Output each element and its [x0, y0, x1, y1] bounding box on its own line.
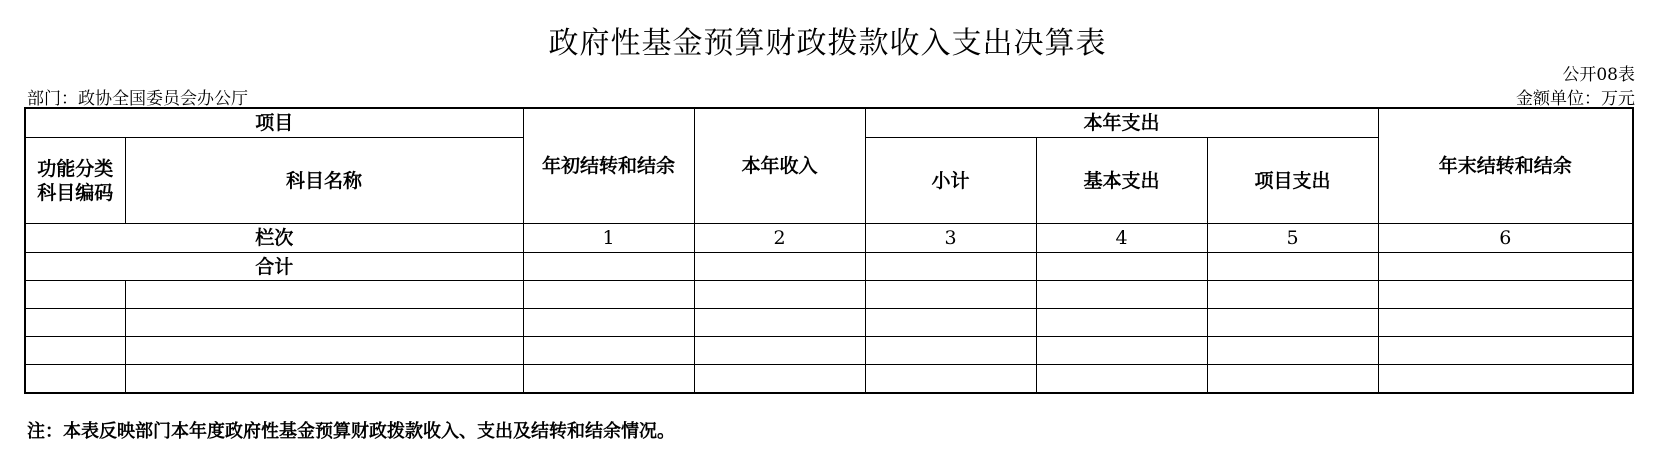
total-cell	[523, 253, 694, 281]
header-end-balance: 年末结转和结余	[1378, 108, 1633, 224]
column-number: 6	[1378, 224, 1633, 253]
table-row	[25, 337, 1633, 365]
table-row	[25, 309, 1633, 337]
total-cell	[1207, 253, 1378, 281]
header-subtotal: 小计	[865, 138, 1036, 224]
header-item: 项目	[25, 108, 523, 138]
column-number: 2	[694, 224, 865, 253]
column-number: 1	[523, 224, 694, 253]
total-cell	[1036, 253, 1207, 281]
total-cell	[865, 253, 1036, 281]
table-row	[25, 281, 1633, 309]
budget-table	[24, 107, 1634, 394]
page-title: 政府性基金预算财政拨款收入支出决算表	[548, 26, 1107, 61]
department-label: 部门：政协全国委员会办公厅	[27, 89, 248, 109]
header-func-code: 功能分类 科目编码	[25, 138, 125, 224]
footnote: 注：本表反映部门本年度政府性基金预算财政拨款收入、支出及结转和结余情况。	[27, 421, 675, 442]
total-cell	[1378, 253, 1633, 281]
column-number: 4	[1036, 224, 1207, 253]
column-number: 3	[865, 224, 1036, 253]
header-begin-balance: 年初结转和结余	[523, 108, 694, 224]
header-project-expense: 项目支出	[1207, 138, 1378, 224]
row-label-total: 合计	[25, 253, 523, 281]
table-row	[25, 365, 1633, 393]
total-cell	[694, 253, 865, 281]
header-income: 本年收入	[694, 108, 865, 224]
amount-unit-label: 金额单位：万元	[1516, 89, 1635, 109]
header-expense-group: 本年支出	[865, 108, 1378, 138]
form-number: 公开08表	[1562, 65, 1635, 85]
row-label-column-no: 栏次	[25, 224, 523, 253]
header-basic-expense: 基本支出	[1036, 138, 1207, 224]
header-subject-name: 科目名称	[125, 138, 523, 224]
column-number: 5	[1207, 224, 1378, 253]
